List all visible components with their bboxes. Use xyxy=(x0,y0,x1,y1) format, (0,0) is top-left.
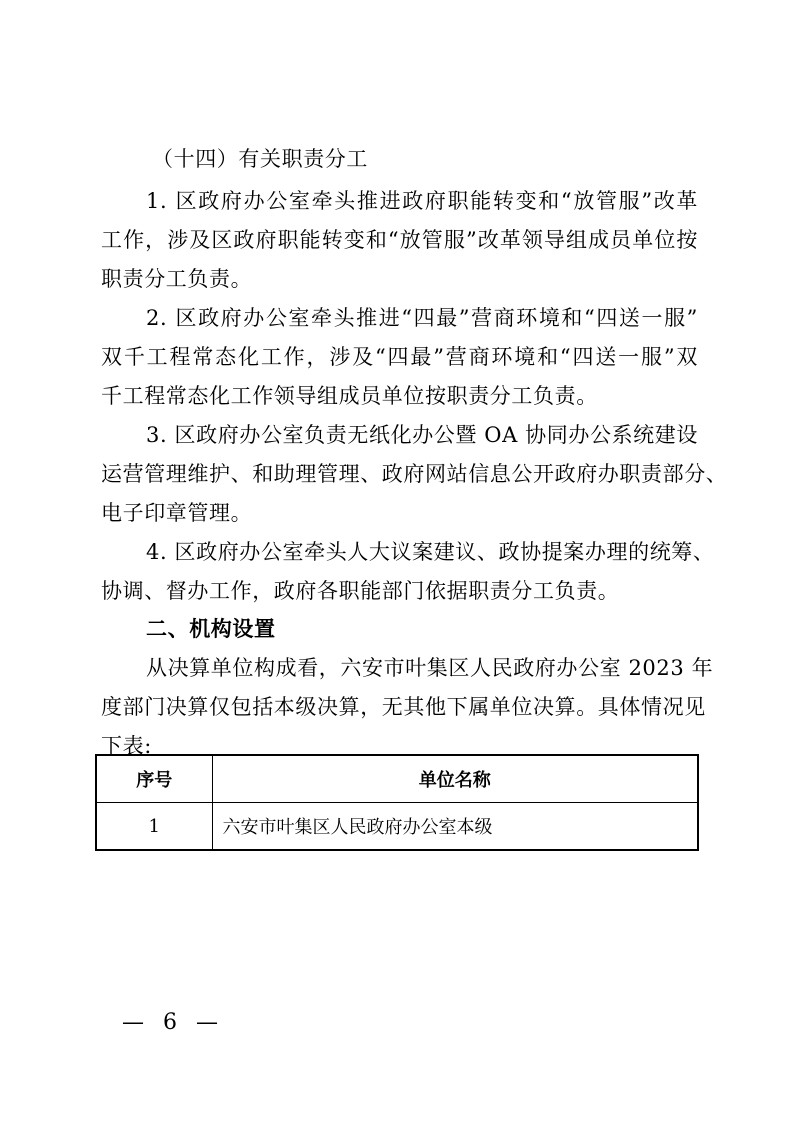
item1-line2: 工作，涉及区政府职能转变和“放管服”改革领导组成员单位按 xyxy=(101,228,698,252)
item1-line1: 1. 区政府办公室牵头推进政府职能转变和“放管服”改革 xyxy=(146,189,698,213)
row-index: 1 xyxy=(96,803,212,851)
header-index: 序号 xyxy=(96,755,212,803)
item3-line3: 电子印章管理。 xyxy=(101,501,253,525)
page-number: — 6 — xyxy=(122,1010,224,1035)
item2-line2: 双千工程常态化工作，涉及“四最”营商环境和“四送一服”双 xyxy=(101,345,698,369)
section2-para-line2: 度部门决算仅包括本级决算，无其他下属单位决算。具体情况见 xyxy=(101,695,706,719)
table-row xyxy=(96,803,698,851)
item3-line1: 3. 区政府办公室负责无纸化办公暨 OA 协同办公系统建设 xyxy=(146,423,698,447)
table-header-row xyxy=(96,755,698,803)
row-unit-name: 六安市叶集区人民政府办公室本级 xyxy=(212,803,698,851)
section-14-heading: （十四）有关职责分工 xyxy=(152,147,368,171)
unit-table xyxy=(95,754,699,851)
item4-line1: 4. 区政府办公室牵头人大议案建议、政协提案办理的统筹、 xyxy=(146,540,715,564)
section-2-heading: 二、机构设置 xyxy=(146,617,276,641)
header-unit-name: 单位名称 xyxy=(212,755,698,803)
item4-line2: 协调、督办工作，政府各职能部门依据职责分工负责。 xyxy=(101,579,620,603)
item2-line1: 2. 区政府办公室牵头推进“四最”营商环境和“四送一服” xyxy=(146,306,698,330)
item3-line2: 运营管理维护、和助理管理、政府网站信息公开政府办职责部分、 xyxy=(101,462,728,486)
section2-para-line3: 下表: xyxy=(101,734,152,758)
section2-para-line1: 从决算单位构成看，六安市叶集区人民政府办公室 2023 年 xyxy=(146,656,714,680)
item1-line3: 职责分工负责。 xyxy=(101,267,253,291)
item2-line3: 千工程常态化工作领导组成员单位按职责分工负责。 xyxy=(101,384,598,408)
